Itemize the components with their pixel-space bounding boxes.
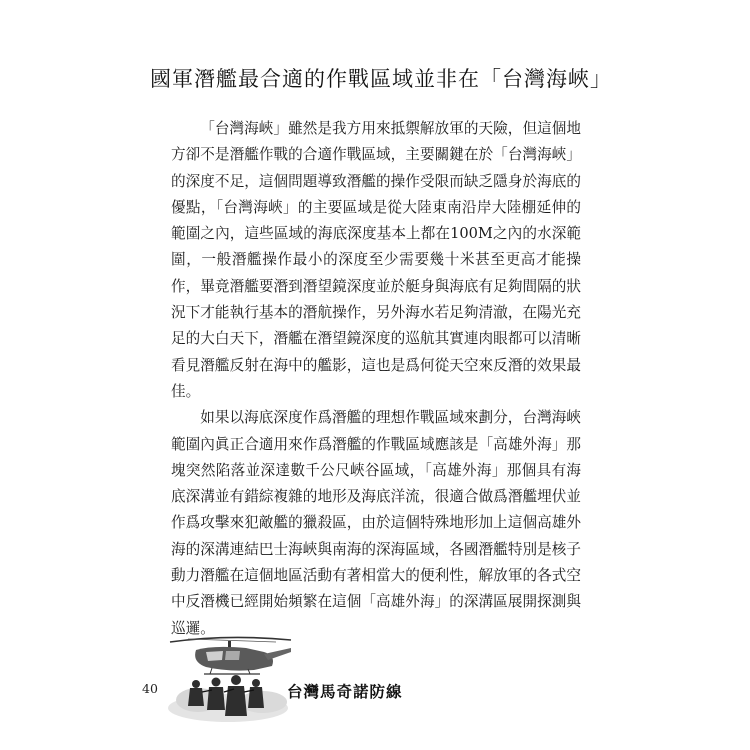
paragraph: 「台灣海峽」雖然是我方用來抵禦解放軍的天險，但這個地方卻不是潛艦作戰的合適作戰區域，主要關鍵在於「台灣海峽」的深度不足，這個問題導致潛艦的操作受限而缺乏隱身於海底的優點，「台灣海峽」的主要區域是從大陸東南沿岸大陸棚延伸的範圍之內，這些區域的海底深度基本上都在100M之內的水深範圍，一般潛艦操作最小的深度至少需要幾十米甚至更高才能操作，畢竟潛艦要潛到潛望鏡深度並於艇身與海底有足夠間隔的狀況下才能執行基本的潛航操作，另外海水若足夠清澈，在陽光充足的大白天下，潛艦在潛望鏡深度的巡航其實連肉眼都可以清晰看見潛艦反射在海中的艦影，這也是爲何從天空來反潛的效果最佳。 bbox=[171, 120, 581, 400]
chapter-title: 國軍潛艦最合適的作戰區域並非在「台灣海峽」 bbox=[150, 67, 612, 91]
body-text bbox=[171, 116, 581, 642]
page-number: 40 bbox=[142, 681, 158, 696]
paragraph: 如果以海底深度作爲潛艦的理想作戰區域來劃分，台灣海峽範圍內眞正合適用來作爲潛艦的作戰區域應該是「高雄外海」那塊突然陷落並深達數千公尺峽谷區域，「高雄外海」那個具有海底深溝並有錯綜複雜的地形及海底洋流，很適合做爲潛艦埋伏並作爲攻擊來犯敵艦的獵殺區，由於這個特殊地形加上這個高雄外海的深溝連結巴士海峽與南海的深海區域，各國潛艦特別是核子動力潛艦在這個地區活動有著相當大的便利性，解放軍的各式空中反潛機已經開始頻繁在這個「高雄外海」的深溝區展開探測與巡邏。 bbox=[171, 409, 581, 637]
helicopter-soldiers-illustration bbox=[168, 630, 293, 722]
book-title: 台灣馬奇諾防線 bbox=[287, 682, 403, 701]
